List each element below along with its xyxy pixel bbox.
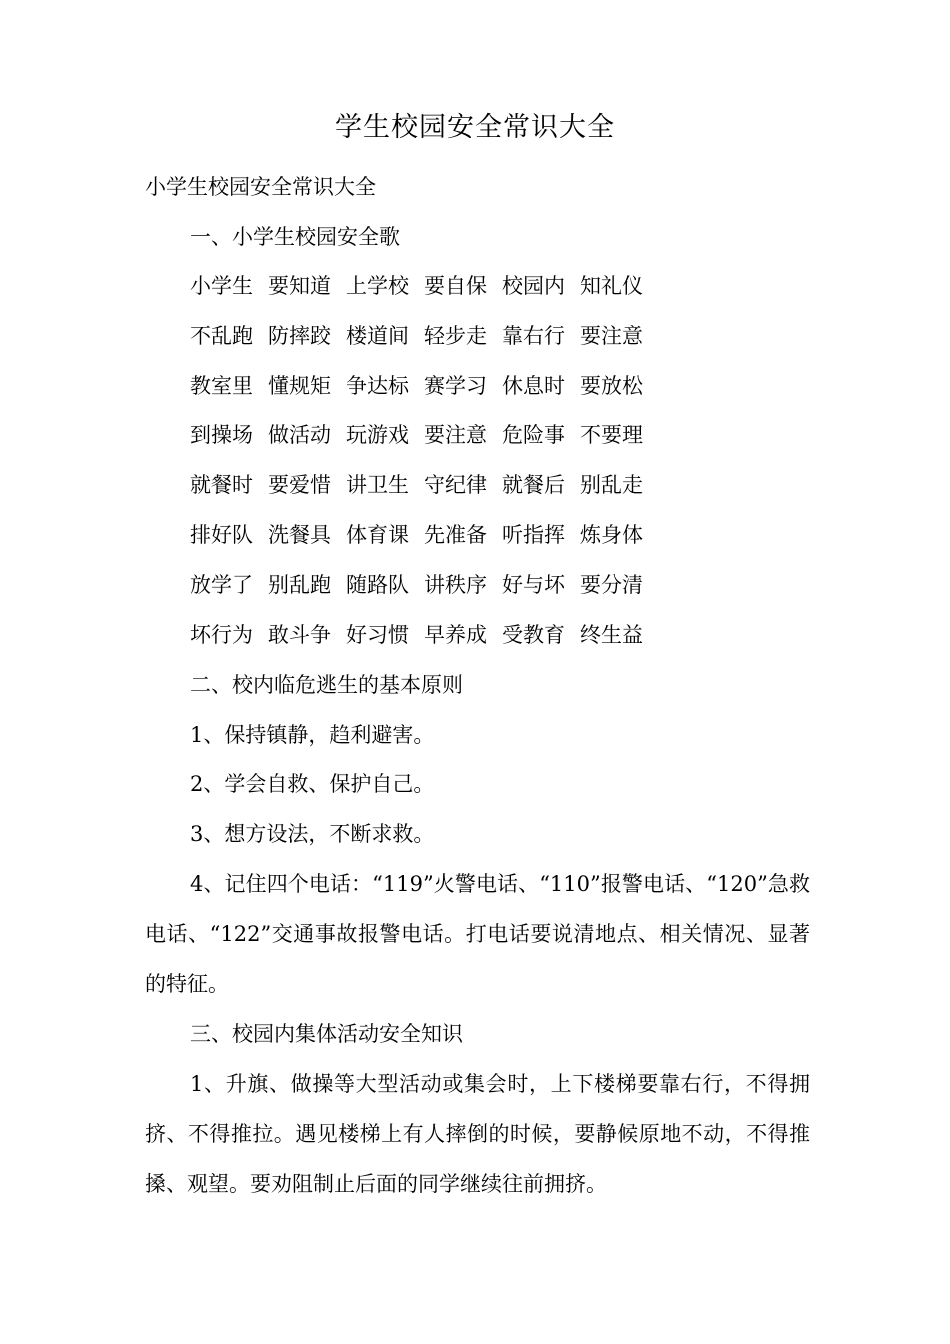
song-phrase: 洗餐具: [268, 523, 331, 547]
principle-item-4: 4、记住四个电话：“119”火警电话、“110”报警电话、“120”急救电话、“122”交通事故报警电话。打电话要说清地点、相关情况、显著的特征。: [145, 872, 810, 996]
song-phrase: 要爱惜: [268, 473, 331, 497]
song-phrase: 敢斗争: [268, 623, 331, 647]
song-phrase: 好与坏: [502, 573, 565, 597]
song-phrase: 要注意: [580, 324, 643, 348]
song-line: [190, 520, 658, 550]
song-phrase: 要分清: [580, 573, 643, 597]
song-phrase: 上学校: [346, 274, 409, 298]
section1-heading: 一、小学生校园安全歌: [190, 225, 400, 249]
song-phrase: 到操场: [190, 423, 253, 447]
song-line: [190, 570, 658, 600]
activity-item-1: 1、升旗、做操等大型活动或集会时，上下楼梯要靠右行，不得拥挤、不得推拉。遇见楼梯上有人摔倒的时候，要静候原地不动，不得推搡、观望。要劝阻制止后面的同学继续往前拥挤。: [145, 1072, 810, 1196]
song-line: [190, 420, 658, 450]
song-line: [190, 470, 658, 500]
principle-item-1: 1、保持镇静，趋利避害。: [190, 723, 435, 747]
song-phrase: 靠右行: [502, 324, 565, 348]
song-phrase: 要注意: [424, 423, 487, 447]
song-phrase: 要知道: [268, 274, 331, 298]
song-phrase: 不要理: [580, 423, 643, 447]
song-phrase: 休息时: [502, 374, 565, 398]
song-phrase: 听指挥: [502, 523, 565, 547]
song-phrase: 讲卫生: [346, 473, 409, 497]
song-phrase: 争达标: [346, 374, 409, 398]
song-phrase: 先准备: [424, 523, 487, 547]
song-phrase: 坏行为: [190, 623, 253, 647]
song-phrase: 受教育: [502, 623, 565, 647]
song-phrase: 终生益: [580, 623, 643, 647]
section3-heading: 三、校园内集体活动安全知识: [190, 1022, 463, 1046]
song-phrase: 要放松: [580, 374, 643, 398]
song-phrase: 别乱走: [580, 473, 643, 497]
song-phrase: 不乱跑: [190, 324, 253, 348]
principle-item-3: 3、想方设法，不断求救。: [190, 822, 435, 846]
principle-item-2: 2、学会自救、保护自己。: [190, 772, 435, 796]
song-phrase: 知礼仪: [580, 274, 643, 298]
section2-heading: 二、校内临危逃生的基本原则: [190, 673, 463, 697]
song-phrase: 排好队: [190, 523, 253, 547]
song-phrase: 懂规矩: [268, 374, 331, 398]
song-phrase: 守纪律: [424, 473, 487, 497]
song-line: [190, 321, 658, 351]
song-line: [190, 620, 658, 650]
song-phrase: 随路队: [346, 573, 409, 597]
document-title: 学生校园安全常识大全: [335, 112, 615, 143]
song-phrase: 轻步走: [424, 324, 487, 348]
song-phrase: 玩游戏: [346, 423, 409, 447]
song-phrase: 早养成: [424, 623, 487, 647]
song-phrase: 做活动: [268, 423, 331, 447]
song-phrase: 别乱跑: [268, 573, 331, 597]
song-phrase: 就餐时: [190, 473, 253, 497]
song-phrase: 好习惯: [346, 623, 409, 647]
song-phrase: 赛学习: [424, 374, 487, 398]
song-phrase: 防摔跤: [268, 324, 331, 348]
song-phrase: 体育课: [346, 523, 409, 547]
song-phrase: 校园内: [502, 274, 565, 298]
song-phrase: 教室里: [190, 374, 253, 398]
song-phrase: 楼道间: [346, 324, 409, 348]
song-phrase: 讲秩序: [424, 573, 487, 597]
song-phrase: 炼身体: [580, 523, 643, 547]
song-phrase: 要自保: [424, 274, 487, 298]
song-phrase: 就餐后: [502, 473, 565, 497]
song-phrase: 小学生: [190, 274, 253, 298]
song-line: [190, 371, 658, 401]
document-subtitle: 小学生校园安全常识大全: [145, 175, 376, 199]
song-phrase: 危险事: [502, 423, 565, 447]
song-phrase: 放学了: [190, 573, 253, 597]
song-line: [190, 271, 658, 301]
